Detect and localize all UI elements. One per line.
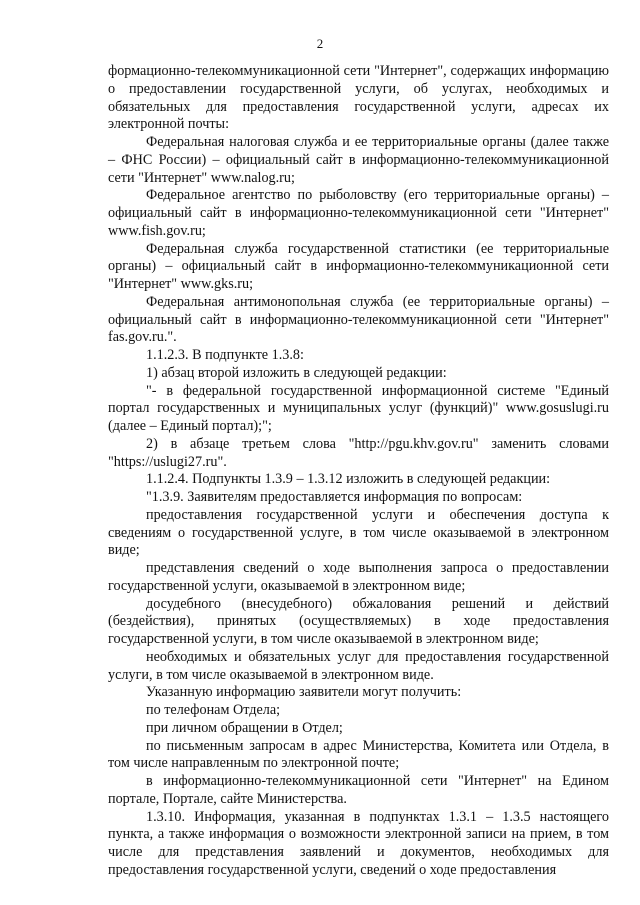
paragraph-by-phone: по телефонам Отдела;: [146, 702, 281, 718]
document-body: [108, 63, 609, 880]
paragraph-continuation: формационно-телекоммуникационной сети "Интернет", содержащих информацию о предоставлении государственной услуги, об услугах, необходимых и обязательных для предоставления государственной услуги, адресах их электронной почты:: [108, 63, 609, 133]
paragraph-appeal: досудебного (внесудебного) обжалования решений и действий (бездействия), принятых (осуществляемых) в ходе предоставления государственной услуги, в том числе оказываемой в электронном виде;: [108, 595, 609, 647]
paragraph-statistics-service: Федеральная служба государственной статистики (ее территориальные органы) – официальный сайт в информационно-телекоммуникационной сети "Интернет" www.gks.ru;: [108, 240, 609, 292]
paragraph-fns: Федеральная налоговая служба и ее территориальные органы (далее также – ФНС России) – официальный сайт в информационно-телекоммуникационной сети "Интернет" www.nalog.ru;: [108, 134, 609, 186]
paragraph-item-1: 1) абзац второй изложить в следующей редакции:: [146, 364, 447, 381]
paragraph-item-2: 2) в абзаце третьем слова "http://pgu.khv.gov.ru" заменить словами "https://uslugi27.ru".: [108, 435, 609, 470]
paragraph-clause-1-3-9: "1.3.9. Заявителям предоставляется информация по вопросам:: [146, 489, 523, 505]
paragraph-subclause-1-1-2-4: 1.1.2.4. Подпункты 1.3.9 – 1.3.12 изложить в следующей редакции:: [146, 471, 551, 488]
paragraph-fish-agency: Федеральное агентство по рыболовству (его территориальные органы) – официальный сайт в информационно-телекоммуникационной сети "Интернет" www.fish.gov.ru;: [108, 187, 609, 239]
page-number: 2: [316, 36, 324, 51]
paragraph-request-status: представления сведений о ходе выполнения запроса о предоставлении государственной услуги, оказываемой в электронном виде;: [108, 560, 609, 594]
paragraph-unified-portal: "- в федеральной государственной информационной системе "Единый портал государственных и муниципальных услуг (функций)" www.gosuslugi.ru (далее – Единый портал);";: [108, 382, 609, 434]
paragraph-subclause-1-1-2-3: 1.1.2.3. В подпункте 1.3.8:: [146, 347, 304, 363]
paragraph-in-person: при личном обращении в Отдел;: [146, 719, 343, 736]
paragraph-antimonopoly-service: Федеральная антимонопольная служба (ее территориальные органы) – официальный сайт в информационно-телекоммуникационной сети "Интернет" fas.gov.ru.".: [108, 293, 609, 346]
paragraph-required-services: необходимых и обязательных услуг для предоставления государственной услуги, в том числе оказываемой в электронном виде.: [108, 648, 609, 683]
paragraph-info-sources-intro: Указанную информацию заявители могут получить:: [146, 684, 462, 701]
paragraph-written-requests: по письменным запросам в адрес Министерства, Комитета или Отдела, в том числе направленным по электронной почте;: [108, 737, 609, 772]
paragraph-service-access: предоставления государственной услуги и обеспечения доступа к сведениям о государственной услуге, в том числе оказываемой в электронном виде;: [108, 506, 609, 559]
paragraph-clause-1-3-10: 1.3.10. Информация, указанная в подпунктах 1.3.1 – 1.3.5 настоящего пункта, а также информация о возможности электронной записи на прием, в том числе для представления заявлений и документов, необходимых для предоставления государственной услуги, сведений о ходе предоставления: [108, 808, 609, 878]
paragraph-internet: в информационно-телекоммуникационной сети "Интернет" на Едином портале, Портале, сайте Министерства.: [108, 773, 609, 807]
